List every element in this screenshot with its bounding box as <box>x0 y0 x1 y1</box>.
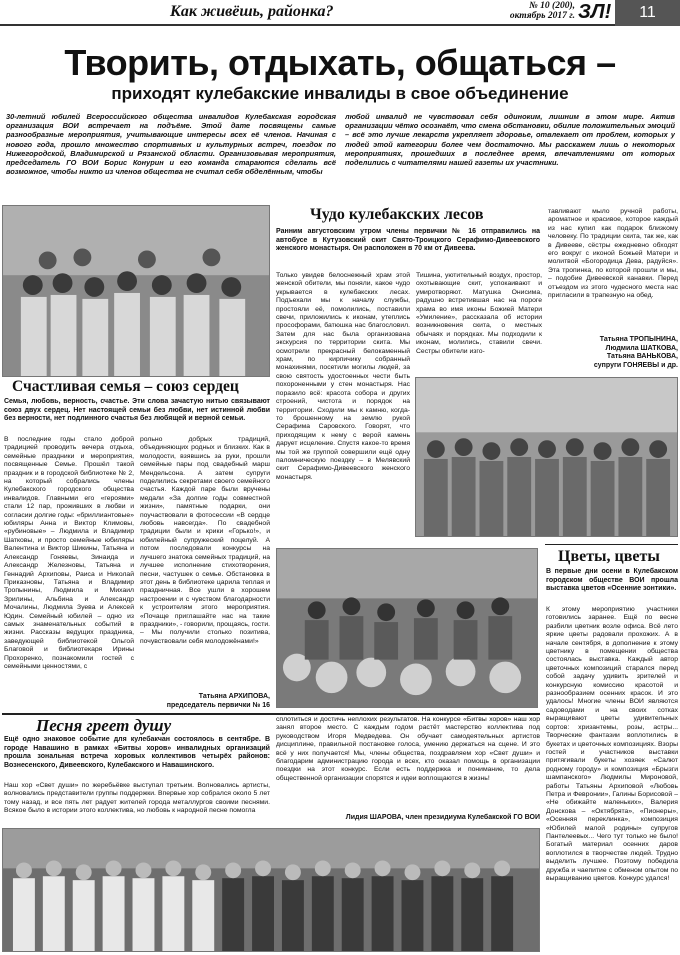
song-column-1: Наш хор «Свет души» по жеребьёвке выступал третьим. Волновались артисты, волновались представители группы поддержки. Впервые хор собрался около 5 лет тому назад, и все пять лет радует жителей города металлургов своими песнями. Всякое было в истории этого коллектива, но любовь к народной песне помогла <box>4 782 270 815</box>
flowers-body: К этому мероприятию участники готовились заранее. Ещё по весне разбили цветник возле офиса. Всё лето яркие цветы радовали прохожих. А в начале сентября, в дополнение к этому цветнику в помещении общества состоялась выставка. Каждый автор цветочных композиций старался перед собой задачу удивить зрителей и конкурсную комиссию красотой и разнообразием осенних красок. И это удалось! Многие члены ВОИ являются садоводами и на своих сотках выращивают цветы удивительных сортов: хризантемы, розы, астры... Творческие фантазии воплотились в букетах и цветочных композициях. Взоры гостей и участников выставки притягивали букеты хозяек «Салют родному городу» и композиция «Брызги шампанского» Людмилы Мироновой, работы Татьяны Архиповой «Любовь Петра и Февронии», Галины Борисовой – «Не обижайте маленьких», Валерия Донскова – «Октябрята», «Пионеры», «Осенняя переклинка», композиция «Юбилей малой родины» супругов Пантелеевых... Чего тут только не было! Богатый материал осенних даров воплотился в творчестве людей. Трудно выделить лучшее. Поэтому победила дружба и чаепитие с обменом опытом по выращиванию цветов. Конкурс удался! <box>546 606 678 882</box>
section-rubric: Как живёшь, районка? <box>170 3 334 20</box>
page-title: Творить, отдыхать, общаться – <box>64 42 616 83</box>
family-heading: Счастливая семья – союз сердец <box>12 378 239 395</box>
flowers-photo <box>276 548 538 708</box>
song-column-2: сплотиться и достичь неплохих результатов. На конкурсе «Битвы хоров» наш хор занял второе место. С каждым годом растёт мастерство коллектива под руководством Игоря Медведева. Он обучает самодеятельных артистов дисциплине, правильной постановке голоса, умению держаться на сцене. И это всё у них получается! Мы, члены общества, поздравляем хор «Свет души» и благодарим администрацию города и всех, кто оказал помощь в организации поездки на этот конкурс. Если есть поддержка и понимание, то дела общественной организации спорятся и идеи воплощаются в жизнь! <box>276 716 540 782</box>
song-signature: Лидия ШАРОВА, член президиума Кулебакской ГО ВОИ <box>345 814 540 821</box>
family-photo <box>2 205 270 377</box>
song-heading: Песня греет душу <box>36 716 172 735</box>
lead-right: любой инвалид не чувствовал себя одиноким, лишним в этом мире. Актив организации чётко осознаёт, что смена обстановки, обилие положительных эмоций – всё это лучше лекарств укрепляет здоровье, отвлекает от проблем, которых у людей этой категории более чем достаточно. Мы расскажем лишь о некоторых мероприятиях, прошедших в последнее время, впечатлениями от которых поделились с читателями нашей газеты их участники. <box>345 112 675 168</box>
flowers-heading: Цветы, цветы <box>558 548 660 565</box>
family-signature: Татьяна АРХИПОВА, председатель первички № 16 <box>166 693 270 709</box>
song-rule <box>2 713 540 715</box>
forest-column-1: Только увидев белоснежный храм этой женской обители, мы поняли, какое чудо укрывается в кулебакских лесах. Подъехали мы к началу службы, простояли её, помолились, поставили свечи, приложились к иконам, утеплись прософорами, батюшка нас благословил. Затем для нас была организована экскурсия по территории скита. Мы осмотрели прекрасный белокаменный храм, по кирпичику собранный монахинями, посетили могилы людей, за свою святость удостоенных чести быть похороненными у стен монастыря. Нас поразило всё: красота собора и других строений, чистота и порядок на территории. Сходили мы к камню, когда-то брошенному на землю рукой Серафима Саровского. Говорят, что приходящим к нему с верой камень дарует исцеление. Спустя какое-то время мы той же группой совершили ещё одну паломническую поездку – в Мелявский скит Серафимо-Дивеевского женского монастыря. <box>276 272 410 481</box>
newspaper-logo: ЗЛ! <box>578 1 612 23</box>
forest-lead: Ранним августовским утром члены первички № 16 отправились на автобусе в Кутузовский скит Свято-Троицкого Серафимо-Дивеевского женского монастыря. Он расположен в 70 км от Дивеева. <box>276 228 540 253</box>
family-column-2: рольно добрых традиций, объединяющих родных и близких. Как в молодости, взявшись за руки, прошли семейные пары под свадебный марш Мендельсона. А затем супруги поделились секретами своего семейного счастья. Каждой паре были вручены медали «За долгие годы совместной жизни», памятные подарки, они поучаствовали в фотосессии «В сердце любовь навсегда». По свадебной традиции были и крики «Горько!», и юбилейный супружеский поцелуй. А потом последовали конкурсы на лучшего знатока семейных традиций, на лучшее исполнение стихотворения, песни, частушек о семье. Обстановка в этот день в библиотеке царила теплая и праздничная. Все ушли в хорошем настроении и с чувством благодарности к устроителям этого мероприятия. «Почаще приглашайте нас на такие праздники», - говорили, прощаясь, гости. – Мы получили столько позитива, почувствовали себя молодожёнами!» <box>140 436 270 645</box>
issue-info: № 10 (200), октябрь 2017 г. <box>509 1 575 21</box>
page-subtitle: приходят кулебакские инвалиды в свое объединение <box>111 84 569 103</box>
monastery-photo <box>415 377 678 537</box>
flowers-lead: В первые дни осени в Кулебакском городском обществе ВОИ прошла выставка цветов «Осенние зонтики». <box>546 568 678 593</box>
forest-signature: Татьяна ТРОПЫНИНА, Людмила ШАТКОВА, Татьяна ВАНЬКОВА, супруги ГОНЯЕВЫ и др. <box>593 336 678 369</box>
page-header <box>0 0 680 26</box>
forest-column-2: Тишина, уютительный воздух, простор, охотывающие скит, успокаивают и умиротворяют. Матушка Онисима, радушно встретившая нас на пороге храма во имя иконы Божией Матери «Умиление», рассказала об истории возникновения скита, о местных обычаях и порядках. Мы подходили к иконам, молились, ставили свечи. Сестры обители изго- <box>416 272 542 355</box>
family-lead: Семья, любовь, верность, счастье. Эти слова зачастую нитью связывают союз двух сердец. Нет настоящей семьи без любви, нет истинной любви без верности, нет подлинного счастья без любящей и верной семьи. <box>4 398 270 423</box>
flowers-rule <box>545 544 678 545</box>
family-column-1: В последние годы стало доброй традицией проводить вечера отдыха, семейные праздники и мероприятия, посвященные Семье. Прошёл такой праздник и в городской библиотеке № 2, на который собрались члены Кулебакского городского общества инвалидов. Главными его «героями» стали 12 пар, проживших в любви и согласии долгие годы: «бриллиантовые» юбиляры Анна и Виктор Климовы, «рубиновые» – Людмила и Владимир Шатковы, и просто семейные юбиляры Валентина и Виктор Шикины, Татьяна и Александр Гоняевы, Зинаида и Александр Железновы, Татьяна и Геннадий Архиповы, Раиса и Николай Приказновы, Татьяна и Владимир Тропынины, Людмила и Михаил Зрилины, Альбина и Александр Мочалины, Людмила Зуева и Алексей Юдин. Семейный юбилей – одно из самых знаменательных событий в жизни. Рассказы ведущих праздника, заведующей библиотекой Ольгой Благовой и библиотекаря Ирины Прохоренко, познакомили гостей с семейными ценностями, с <box>4 436 134 670</box>
page-number: 11 <box>615 0 680 26</box>
lead-left: 30-летний юбилей Всероссийского общества инвалидов Кулебакская городская организация ВОИ встречает на подъёме. Этой дате посвящены самые разнообразные мероприятия, учитывающие интересы всех её членов. Начиная с нового года, прошло множество спортивных и культурных встреч, поездок по Нижегородской, Владимирской и Рязанской области. Организовывая мероприятия, председатель ГО ВОИ Борис Конурин и его команда стараются сделать всё возможное, чтобы никто из членов общества не считал себя обделённым, чтобы <box>6 112 336 177</box>
choir-photo <box>2 828 540 952</box>
forest-column-3: тавливают мыло ручной работы, ароматное и красивое, которое каждый из нас купил как подарок близкому человеку. По традиции скита, так же, как в Дивееве, сёстры ежедневно обходят его вокруг с иконой Божьей Матери и молитвой «Богородица Дева, радуйся». Эта тропинка, по которой прошли и мы, – подобие Дивеевской канавки. Перед отъездом из этого чудесного места нас пригласили в трапезную на обед. <box>548 208 678 300</box>
song-lead: Ещё одно знаковое событие для кулебакчан состоялось в сентябре. В городе Навашино в рамках «Битвы хоров» инвалидных организаций прошла зональная встреча хоровых коллективов четырёх районов: Вознесенского, Дивеевского, Кулебакского и Навашинского. <box>4 736 270 769</box>
forest-heading: Чудо кулебакских лесов <box>310 206 484 223</box>
